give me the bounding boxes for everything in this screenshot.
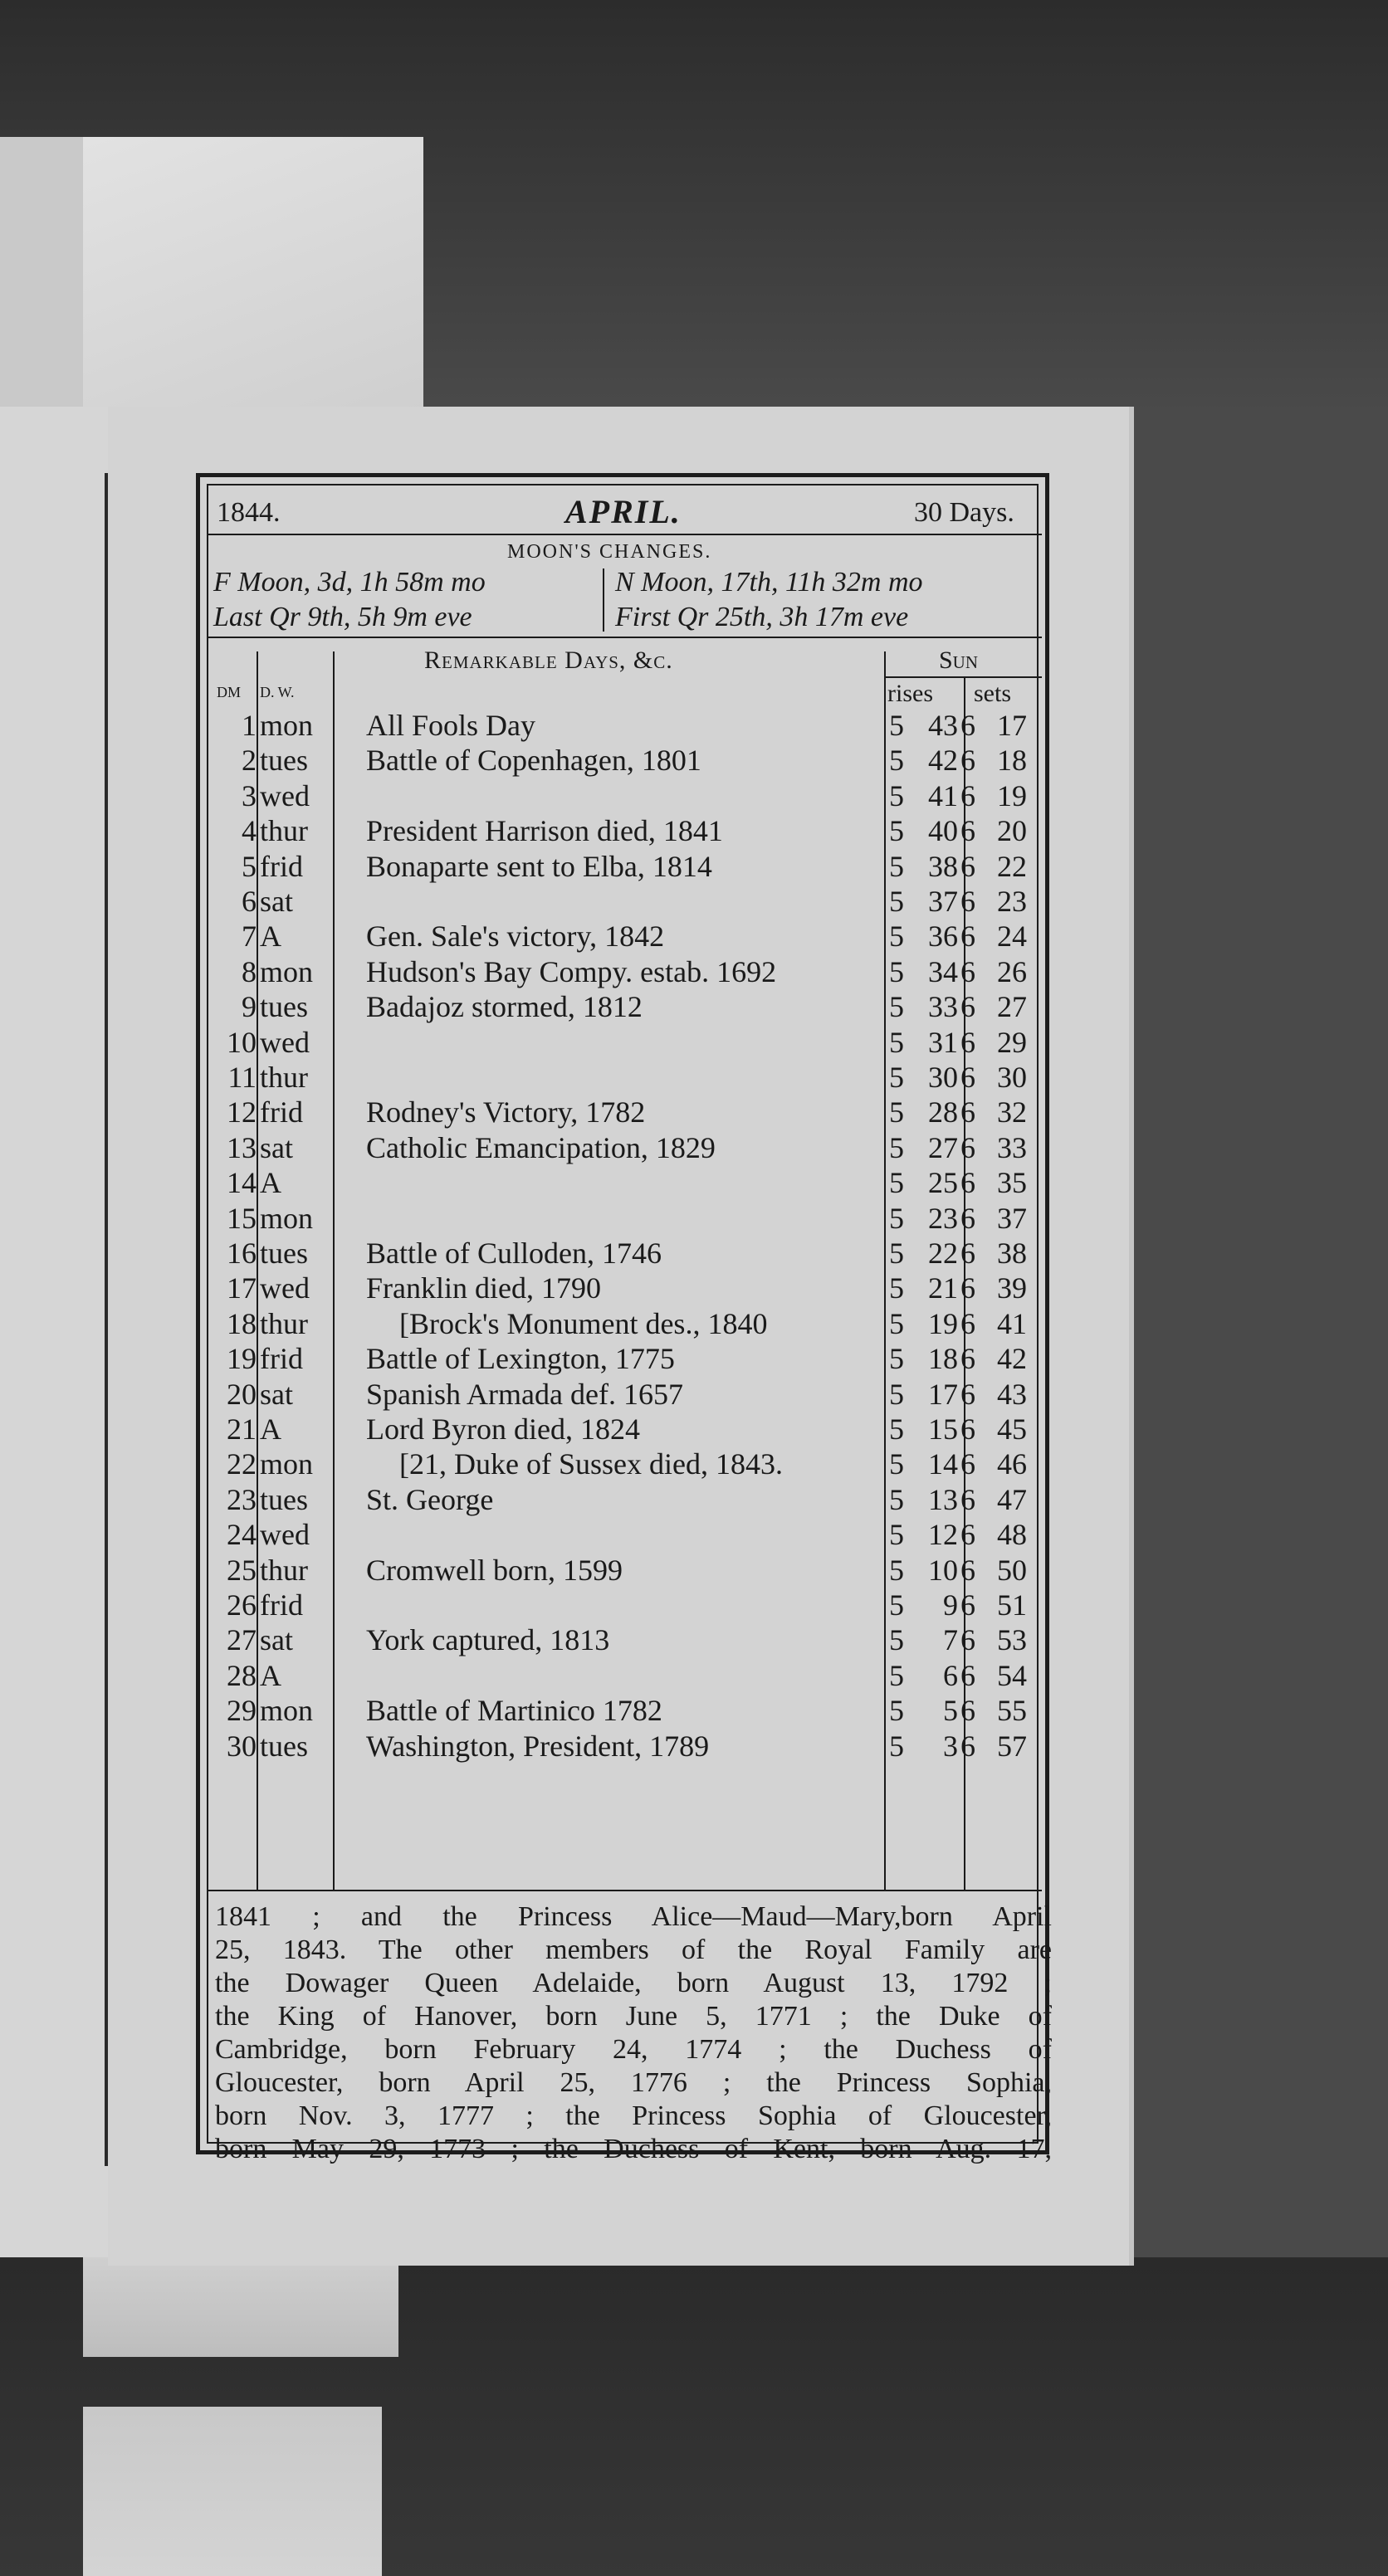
calendar-row	[208, 813, 1053, 848]
sunset-hour: 6	[960, 814, 975, 848]
sunrise-hour: 5	[889, 814, 904, 848]
table-bottom-rule	[208, 1890, 1042, 1891]
sunset-minute: 19	[997, 778, 1027, 812]
calendar-row	[208, 1482, 1053, 1517]
sunset-hour: 6	[960, 954, 975, 988]
sunrise-hour: 5	[889, 1729, 904, 1763]
calendar-row	[208, 1729, 1053, 1764]
remarkable-event: Hudson's Bay Compy. estab. 1692	[366, 954, 777, 988]
remarkable-event: Battle of Copenhagen, 1801	[366, 744, 701, 778]
sunrise-hour: 5	[889, 1623, 904, 1657]
sunset-hour: 6	[960, 1166, 975, 1200]
sunrise-minute: 9	[943, 1588, 958, 1622]
moon-new: N Moon, 17th, 11h 32m mo	[615, 567, 923, 598]
calendar-row	[208, 1306, 1053, 1341]
sunset-minute: 20	[997, 814, 1027, 848]
day-of-week: mon	[260, 1694, 314, 1728]
header-days: 30 Days.	[914, 497, 1014, 528]
sunrise-minute: 17	[928, 1377, 958, 1411]
sunset-minute: 42	[997, 1342, 1027, 1376]
sunset-minute: 18	[997, 744, 1027, 778]
sunset-minute: 46	[997, 1447, 1027, 1481]
day-of-month: 28	[227, 1658, 257, 1692]
sun-header-rule	[884, 676, 1042, 678]
sunrise-hour: 5	[889, 885, 904, 918]
footnote-text	[208, 1896, 1052, 2164]
day-of-month: 25	[227, 1553, 257, 1587]
sunrise-minute: 37	[928, 885, 958, 918]
calendar-row	[208, 1201, 1053, 1236]
col-rises: rises	[887, 680, 933, 707]
sunrise-hour: 5	[889, 954, 904, 988]
sunrise-minute: 43	[928, 709, 958, 742]
day-of-week: thur	[260, 1061, 308, 1094]
remarkable-event: Battle of Lexington, 1775	[366, 1342, 675, 1376]
sunrise-hour: 5	[889, 1518, 904, 1552]
sunset-minute: 53	[997, 1623, 1027, 1657]
day-of-week: A	[260, 1166, 281, 1200]
footnote-line: 25, 1843. The other members of the Royal Family are	[215, 1934, 1052, 1965]
day-of-week: A	[260, 1658, 281, 1692]
sunset-hour: 6	[960, 1447, 975, 1481]
calendar-row	[208, 708, 1053, 743]
day-of-month: 18	[227, 1306, 257, 1340]
moon-full: F Moon, 3d, 1h 58m mo	[213, 567, 486, 598]
sunset-hour: 6	[960, 1306, 975, 1340]
sunset-hour: 6	[960, 1130, 975, 1164]
sunrise-minute: 15	[928, 1412, 958, 1446]
calendar-row	[208, 1060, 1053, 1095]
day-of-week: frid	[260, 1095, 303, 1129]
sunset-hour: 6	[960, 1095, 975, 1129]
day-of-month: 5	[242, 849, 257, 883]
calendar-row	[208, 1095, 1053, 1129]
sunrise-hour: 5	[889, 990, 904, 1024]
footnote-line: 1841 ; and the Princess Alice—Maud—Mary,born April	[215, 1901, 1052, 1932]
day-of-month: 20	[227, 1377, 257, 1411]
remarkable-event: [21, Duke of Sussex died, 1843.	[399, 1447, 783, 1481]
sunset-minute: 41	[997, 1306, 1027, 1340]
calendar-row	[208, 1622, 1053, 1657]
day-of-month: 15	[227, 1201, 257, 1235]
day-of-month: 24	[227, 1518, 257, 1552]
sunrise-minute: 6	[943, 1658, 958, 1692]
sunrise-hour: 5	[889, 920, 904, 954]
sunset-minute: 54	[997, 1658, 1027, 1692]
day-of-week: wed	[260, 1025, 310, 1059]
calendar-row	[208, 1517, 1053, 1552]
col-dm: DM	[217, 684, 242, 700]
remarkable-event: Cromwell born, 1599	[366, 1553, 623, 1587]
day-of-month: 8	[242, 954, 257, 988]
sunset-minute: 47	[997, 1482, 1027, 1516]
sunrise-minute: 30	[928, 1061, 958, 1094]
remarkable-event: Battle of Martinico 1782	[366, 1694, 662, 1728]
calendar-row	[208, 1658, 1053, 1693]
sunrise-minute: 28	[928, 1095, 958, 1129]
sunrise-minute: 22	[928, 1237, 958, 1270]
sunset-hour: 6	[960, 1553, 975, 1587]
day-of-month: 11	[227, 1061, 257, 1094]
calendar-row	[208, 1165, 1053, 1200]
day-of-month: 3	[242, 778, 257, 812]
day-of-week: tues	[260, 1482, 308, 1516]
sunrise-minute: 14	[928, 1447, 958, 1481]
day-of-month: 22	[227, 1447, 257, 1481]
day-of-week: sat	[260, 1377, 293, 1411]
sunset-minute: 29	[997, 1025, 1027, 1059]
sunset-minute: 23	[997, 885, 1027, 918]
sunrise-minute: 41	[928, 778, 958, 812]
day-of-month: 30	[227, 1729, 257, 1763]
remarkable-event: Badajoz stormed, 1812	[366, 990, 643, 1024]
moon-divider	[603, 568, 604, 632]
remarkable-event: Lord Byron died, 1824	[366, 1412, 640, 1446]
sunset-minute: 55	[997, 1694, 1027, 1728]
calendar-row	[208, 1236, 1053, 1271]
sunrise-minute: 42	[928, 744, 958, 778]
day-of-week: tues	[260, 990, 308, 1024]
day-of-month: 7	[242, 920, 257, 954]
day-of-week: sat	[260, 885, 293, 918]
sunrise-hour: 5	[889, 1553, 904, 1587]
sunset-hour: 6	[960, 1061, 975, 1094]
sunrise-minute: 10	[928, 1553, 958, 1587]
remarkable-event: Gen. Sale's victory, 1842	[366, 920, 665, 954]
day-of-month: 13	[227, 1130, 257, 1164]
day-of-week: wed	[260, 1518, 310, 1552]
sunset-minute: 39	[997, 1271, 1027, 1305]
day-of-month: 14	[227, 1166, 257, 1200]
day-of-week: wed	[260, 1271, 310, 1305]
day-of-week: tues	[260, 1729, 308, 1763]
col-remarkable-days: Remarkable Days, &c.	[424, 646, 673, 674]
day-of-week: mon	[260, 1447, 314, 1481]
calendar-row	[208, 919, 1053, 954]
sunset-hour: 6	[960, 744, 975, 778]
sunrise-minute: 12	[928, 1518, 958, 1552]
col-sets: sets	[974, 680, 1011, 707]
calendar-row	[208, 1025, 1053, 1060]
paper-scrap-left-top	[0, 137, 83, 411]
sunset-minute: 35	[997, 1166, 1027, 1200]
sunrise-hour: 5	[889, 1588, 904, 1622]
day-of-week: A	[260, 1412, 281, 1446]
sunset-minute: 30	[997, 1061, 1027, 1094]
day-of-week: mon	[260, 954, 314, 988]
day-of-month: 23	[227, 1482, 257, 1516]
day-of-month: 21	[227, 1412, 257, 1446]
paper-scrap-bottom-lower	[83, 2407, 382, 2576]
sunset-minute: 50	[997, 1553, 1027, 1587]
sunset-minute: 26	[997, 954, 1027, 988]
calendar-row	[208, 1447, 1053, 1481]
calendar-row	[208, 1130, 1053, 1165]
header-rule	[208, 534, 1042, 535]
footnote-line: the King of Hanover, born June 5, 1771 ; the Duke of	[215, 2001, 1052, 2032]
header-year: 1844.	[217, 497, 281, 528]
calendar-row	[208, 849, 1053, 884]
sunrise-minute: 38	[928, 849, 958, 883]
sunset-hour: 6	[960, 1025, 975, 1059]
calendar-row	[208, 989, 1053, 1024]
sunset-hour: 6	[960, 1658, 975, 1692]
day-of-month: 1	[242, 709, 257, 742]
sunset-minute: 38	[997, 1237, 1027, 1270]
sunset-minute: 51	[997, 1588, 1027, 1622]
sunrise-minute: 31	[928, 1025, 958, 1059]
sunrise-minute: 13	[928, 1482, 958, 1516]
sunset-hour: 6	[960, 849, 975, 883]
sunrise-hour: 5	[889, 709, 904, 742]
sunset-hour: 6	[960, 885, 975, 918]
sunrise-hour: 5	[889, 1061, 904, 1094]
day-of-week: tues	[260, 1237, 308, 1270]
sunrise-hour: 5	[889, 849, 904, 883]
sunrise-minute: 40	[928, 814, 958, 848]
paper-scrap-top	[83, 137, 423, 411]
day-of-week: thur	[260, 1306, 308, 1340]
sunrise-hour: 5	[889, 778, 904, 812]
calendar-row	[208, 1588, 1053, 1622]
sunset-minute: 57	[997, 1729, 1027, 1763]
remarkable-event: All Fools Day	[366, 709, 536, 742]
calendar-row	[208, 1341, 1053, 1376]
day-of-week: frid	[260, 1342, 303, 1376]
sunset-minute: 43	[997, 1377, 1027, 1411]
sunrise-hour: 5	[889, 1694, 904, 1728]
remarkable-event: Bonaparte sent to Elba, 1814	[366, 849, 712, 883]
footnote-line: Gloucester, born April 25, 1776 ; the Princess Sophia,	[215, 2067, 1052, 2098]
day-of-month: 12	[227, 1095, 257, 1129]
sunrise-minute: 34	[928, 954, 958, 988]
sunset-hour: 6	[960, 1271, 975, 1305]
sunset-minute: 24	[997, 920, 1027, 954]
calendar-row	[208, 1553, 1053, 1588]
remarkable-event: Franklin died, 1790	[366, 1271, 601, 1305]
day-of-month: 10	[227, 1025, 257, 1059]
sunset-hour: 6	[960, 1237, 975, 1270]
calendar-row	[208, 1412, 1053, 1447]
sunrise-hour: 5	[889, 1095, 904, 1129]
sunset-hour: 6	[960, 1377, 975, 1411]
footnote-line: born Nov. 3, 1777 ; the Princess Sophia of Gloucester,	[215, 2100, 1052, 2131]
col-sun: Sun	[939, 646, 979, 674]
calendar-frame	[196, 473, 1052, 2164]
day-of-month: 19	[227, 1342, 257, 1376]
sunrise-hour: 5	[889, 1342, 904, 1376]
sunrise-minute: 19	[928, 1306, 958, 1340]
remarkable-event: Washington, President, 1789	[366, 1729, 710, 1763]
sunrise-minute: 7	[943, 1623, 958, 1657]
footnote-line: Cambridge, born February 24, 1774 ; the Duchess of	[215, 2034, 1052, 2065]
sunrise-minute: 5	[943, 1694, 958, 1728]
sunrise-hour: 5	[889, 1130, 904, 1164]
sunrise-hour: 5	[889, 1166, 904, 1200]
calendar-inner-frame	[207, 484, 1052, 2164]
sunrise-minute: 33	[928, 990, 958, 1024]
calendar-row	[208, 1377, 1053, 1412]
sunset-minute: 37	[997, 1201, 1027, 1235]
sunset-hour: 6	[960, 1588, 975, 1622]
sunrise-minute: 21	[928, 1271, 958, 1305]
paper-scrap-bottom	[83, 2257, 398, 2357]
sunrise-hour: 5	[889, 744, 904, 778]
sunset-minute: 33	[997, 1130, 1027, 1164]
sunset-minute: 27	[997, 990, 1027, 1024]
day-of-week: sat	[260, 1623, 293, 1657]
remarkable-event: St. George	[366, 1482, 494, 1516]
sunrise-minute: 36	[928, 920, 958, 954]
day-of-week: frid	[260, 849, 303, 883]
remarkable-event: [Brock's Monument des., 1840	[399, 1306, 768, 1340]
day-of-month: 17	[227, 1271, 257, 1305]
remarkable-event: Battle of Culloden, 1746	[366, 1237, 662, 1270]
sunset-hour: 6	[960, 709, 975, 742]
remarkable-event: Spanish Armada def. 1657	[366, 1377, 683, 1411]
calendar-row	[208, 954, 1053, 989]
sunset-minute: 45	[997, 1412, 1027, 1446]
day-of-month: 4	[242, 814, 257, 848]
sunrise-hour: 5	[889, 1271, 904, 1305]
sunset-hour: 6	[960, 1694, 975, 1728]
sunset-hour: 6	[960, 1201, 975, 1235]
sunset-hour: 6	[960, 1518, 975, 1552]
sunset-minute: 32	[997, 1095, 1027, 1129]
sunrise-minute: 23	[928, 1201, 958, 1235]
day-of-month: 29	[227, 1694, 257, 1728]
day-of-week: sat	[260, 1130, 293, 1164]
sunrise-hour: 5	[889, 1482, 904, 1516]
day-of-week: A	[260, 920, 281, 954]
day-of-month: 16	[227, 1237, 257, 1270]
moon-rule	[208, 637, 1042, 638]
header-month: APRIL.	[565, 493, 682, 530]
sunrise-hour: 5	[889, 1025, 904, 1059]
remarkable-event: Catholic Emancipation, 1829	[366, 1130, 716, 1164]
sunrise-hour: 5	[889, 1447, 904, 1481]
sunrise-minute: 27	[928, 1130, 958, 1164]
sunset-hour: 6	[960, 1729, 975, 1763]
calendar-row	[208, 1693, 1053, 1728]
calendar-rows	[208, 708, 1053, 1895]
sunset-hour: 6	[960, 1342, 975, 1376]
sunset-hour: 6	[960, 1482, 975, 1516]
calendar-row	[208, 884, 1053, 919]
remarkable-event: Rodney's Victory, 1782	[366, 1095, 646, 1129]
moon-first-quarter: First Qr 25th, 3h 17m eve	[615, 602, 909, 632]
sunset-hour: 6	[960, 1623, 975, 1657]
day-of-week: mon	[260, 1201, 314, 1235]
day-of-week: mon	[260, 709, 314, 742]
day-of-week: tues	[260, 744, 308, 778]
sunset-minute: 22	[997, 849, 1027, 883]
sunrise-hour: 5	[889, 1412, 904, 1446]
sunset-hour: 6	[960, 990, 975, 1024]
sunset-hour: 6	[960, 778, 975, 812]
sunrise-hour: 5	[889, 1658, 904, 1692]
moon-changes-title: MOON'S CHANGES.	[507, 541, 712, 563]
day-of-month: 6	[242, 885, 257, 918]
remarkable-event: York captured, 1813	[366, 1623, 610, 1657]
sunrise-minute: 18	[928, 1342, 958, 1376]
sunrise-hour: 5	[889, 1377, 904, 1411]
day-of-week: wed	[260, 778, 310, 812]
calendar-row	[208, 1271, 1053, 1305]
day-of-month: 26	[227, 1588, 257, 1622]
sunset-minute: 48	[997, 1518, 1027, 1552]
col-dw: D. W.	[260, 684, 295, 700]
footnote-line: born May 29, 1773 ; the Duchess of Kent, born Aug. 17,	[215, 2134, 1052, 2164]
day-of-week: thur	[260, 1553, 308, 1587]
day-of-month: 9	[242, 990, 257, 1024]
day-of-month: 27	[227, 1623, 257, 1657]
sunrise-hour: 5	[889, 1306, 904, 1340]
moon-last-quarter: Last Qr 9th, 5h 9m eve	[213, 602, 472, 632]
sunrise-hour: 5	[889, 1237, 904, 1270]
sunset-hour: 6	[960, 1412, 975, 1446]
remarkable-event: President Harrison died, 1841	[366, 814, 723, 848]
calendar-row	[208, 778, 1053, 813]
sunrise-minute: 3	[943, 1729, 958, 1763]
day-of-month: 2	[242, 744, 257, 778]
sunset-minute: 17	[997, 709, 1027, 742]
day-of-week: frid	[260, 1588, 303, 1622]
sunrise-hour: 5	[889, 1201, 904, 1235]
sunrise-minute: 25	[928, 1166, 958, 1200]
sunset-hour: 6	[960, 920, 975, 954]
day-of-week: thur	[260, 814, 308, 848]
footnote-line: the Dowager Queen Adelaide, born August 13, 1792 ;	[215, 1968, 1052, 1998]
calendar-row	[208, 743, 1053, 778]
